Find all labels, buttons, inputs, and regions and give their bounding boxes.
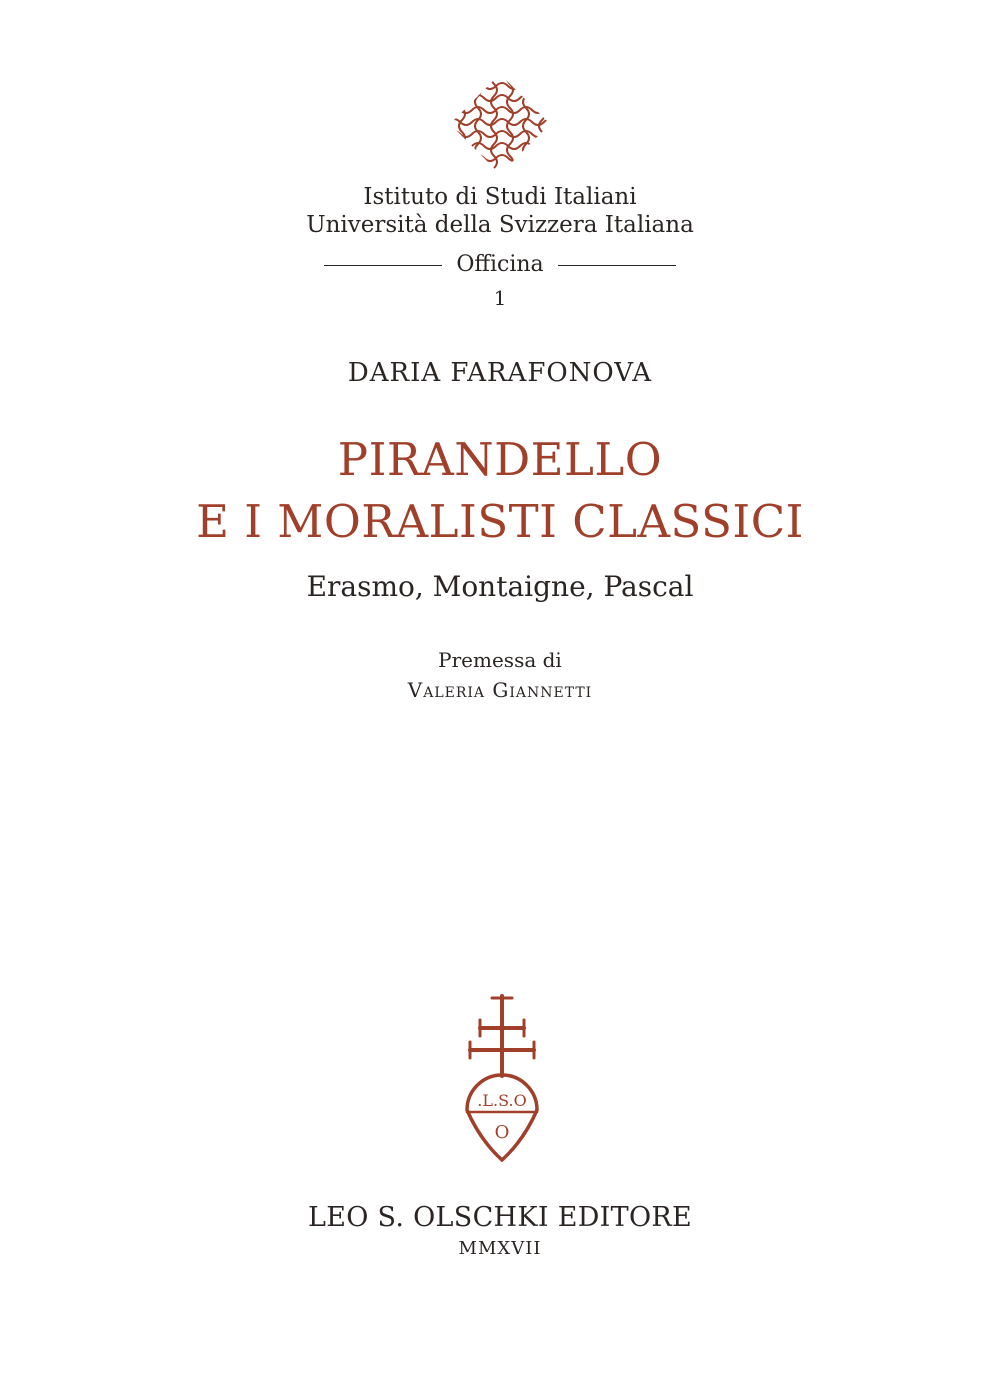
institute-logo-icon <box>448 72 552 176</box>
foreword-author: Valeria Giannetti <box>407 678 593 702</box>
foreword-label: Premessa di <box>438 648 562 672</box>
author-name: DARIA FARAFONOVA <box>347 358 653 388</box>
series-rule-left <box>324 265 442 266</box>
book-title-line-1: PIRANDELLO <box>337 433 663 486</box>
series-rule-right <box>558 265 676 266</box>
publisher-logo-icon <box>462 994 542 1162</box>
series-row <box>0 250 1000 280</box>
publisher-name: LEO S. OLSCHKI EDITORE <box>307 1202 693 1233</box>
series-number: 1 <box>493 286 507 310</box>
publisher-logo-initials: .L.S.O <box>477 1091 527 1110</box>
publisher-logo-letter: O <box>494 1122 510 1143</box>
book-title-line-2: E I MORALISTI CLASSICI <box>196 495 804 548</box>
book-subtitle: Erasmo, Montaigne, Pascal <box>306 570 694 603</box>
university-name: Università della Svizzera Italiana <box>306 212 694 238</box>
institute-name: Istituto di Studi Italiani <box>363 184 637 210</box>
series-name: Officina <box>456 252 544 277</box>
publication-year: MMXVII <box>458 1238 542 1259</box>
